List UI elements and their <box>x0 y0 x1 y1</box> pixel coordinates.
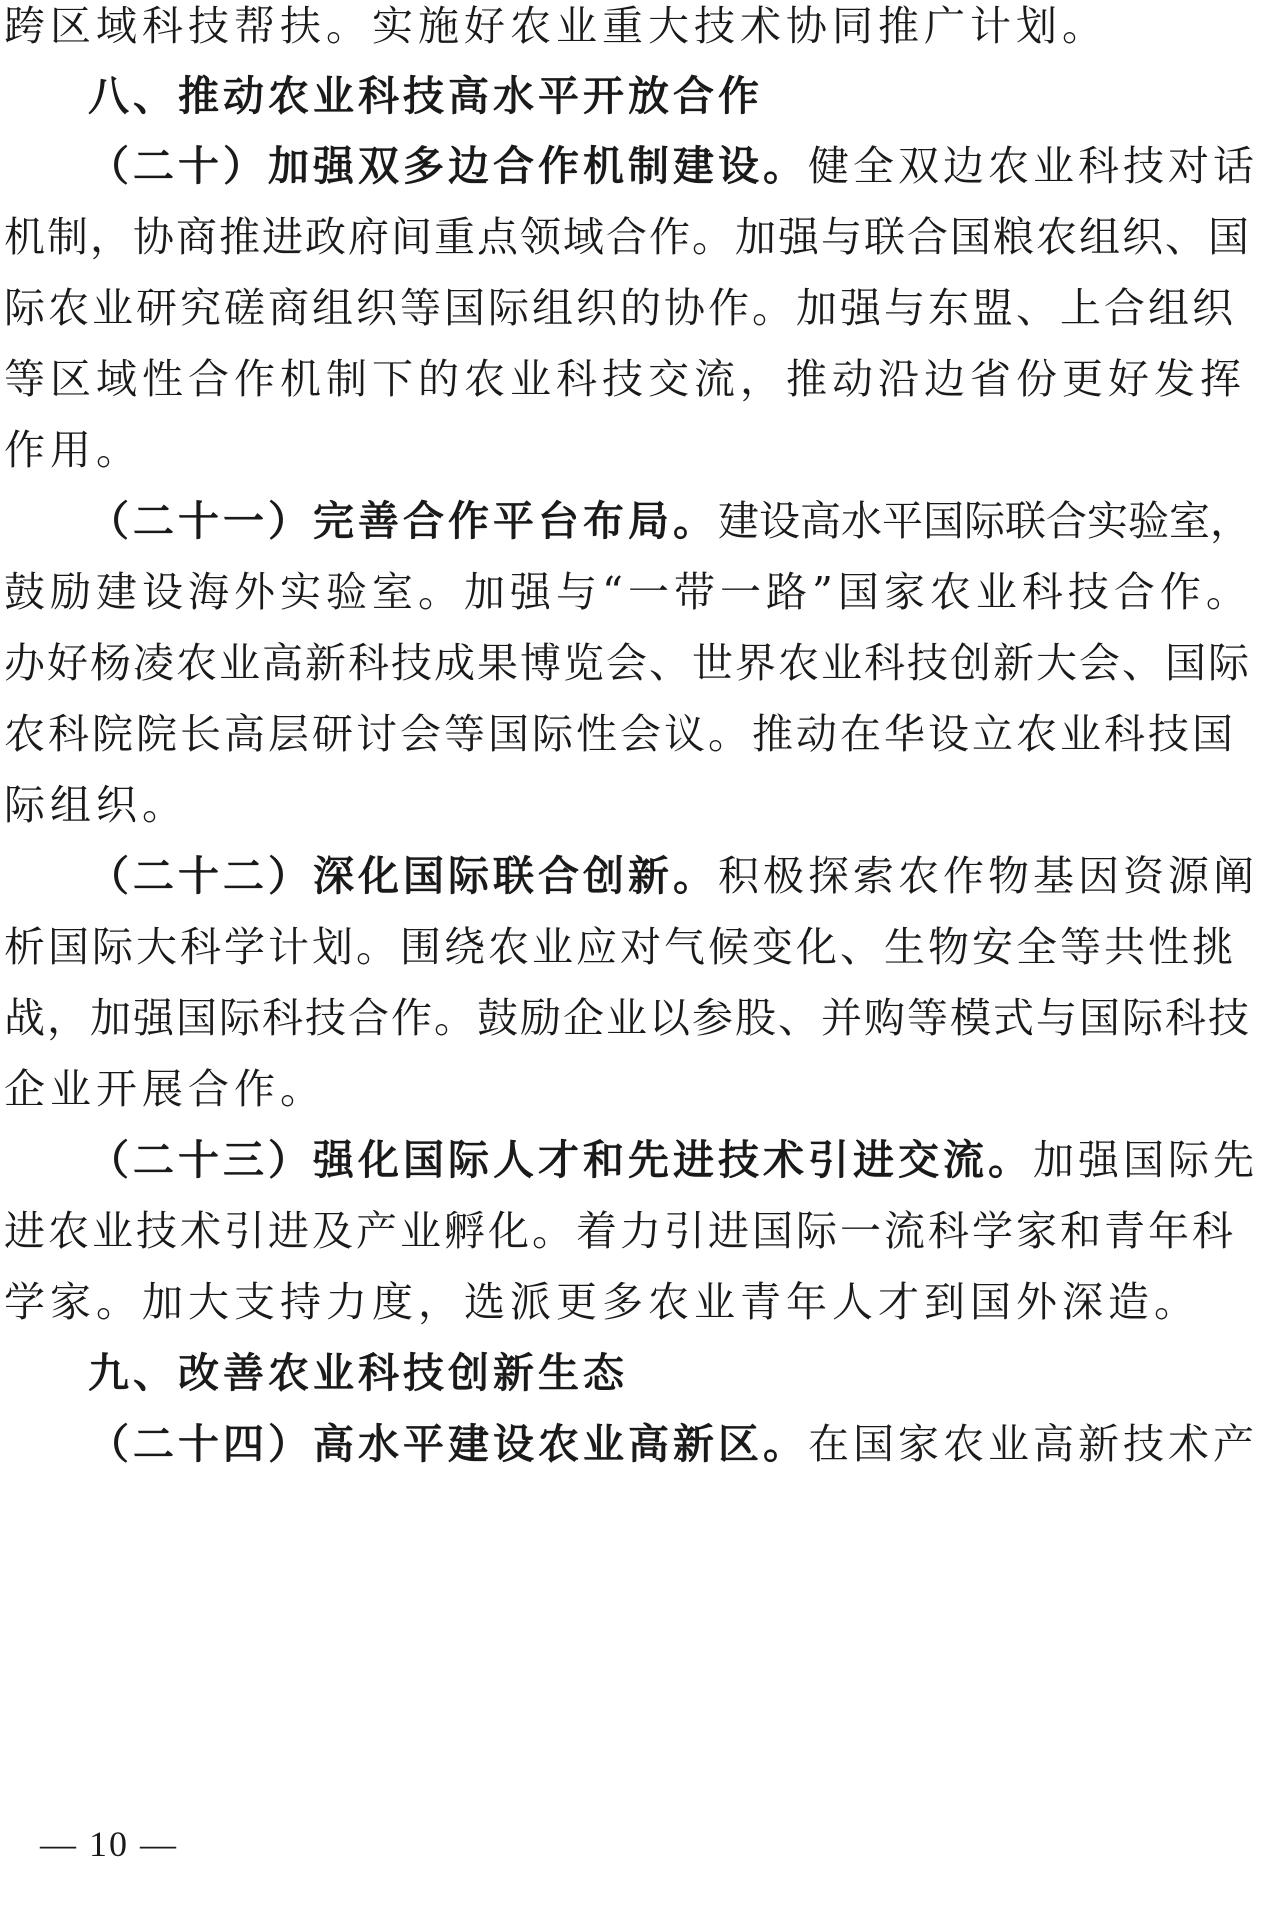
subsection-title: （二十二）深化国际联合创新。 <box>88 852 718 900</box>
section-heading <box>88 1347 628 1399</box>
paragraph-line <box>4 424 142 476</box>
paragraph-line <box>4 211 1251 263</box>
subsection-title: （二十）加强双多边合作机制建设。 <box>88 142 808 190</box>
paragraph-line <box>88 140 1258 192</box>
paragraph-line <box>4 708 1236 760</box>
body-text: 析国际大科学计划。围绕农业应对气候变化、生物安全等共性挑 <box>4 923 1236 971</box>
body-text: 学家。加大支持力度，选派更多农业青年人才到国外深造。 <box>4 1278 1200 1326</box>
body-text: 战，加强国际科技合作。鼓励企业以参股、并购等模式与国际科技 <box>4 994 1251 1042</box>
body-text: 办好杨凌农业高新科技成果博览会、世界农业科技创新大会、国际 <box>4 639 1251 687</box>
body-text: 等区域性合作机制下的农业科技交流，推动沿边省份更好发挥 <box>4 355 1246 403</box>
body-text: 积极探索农作物基因资源阐 <box>718 852 1258 900</box>
body-text: 际组织。 <box>4 781 188 829</box>
paragraph-line <box>4 1063 326 1115</box>
paragraph-line <box>4 282 1236 334</box>
body-text: 健全双边农业科技对话 <box>808 142 1258 190</box>
paragraph-line <box>4 637 1251 689</box>
subsection-title: （二十一）完善合作平台布局。 <box>88 497 718 545</box>
paragraph-line <box>4 992 1251 1044</box>
heading-text: 八、推动农业科技高水平开放合作 <box>88 72 763 120</box>
paragraph-line <box>4 353 1246 405</box>
body-text: 加强国际先 <box>1033 1136 1258 1184</box>
paragraph-line <box>88 495 1251 547</box>
subsection-title: （二十四）高水平建设农业高新区。 <box>88 1420 808 1468</box>
body-text: 农科院院长高层研讨会等国际性会议。推动在华设立农业科技国 <box>4 710 1236 758</box>
heading-text: 九、改善农业科技创新生态 <box>88 1349 628 1397</box>
paragraph-line <box>4 566 1252 618</box>
page-number: — 10 — <box>40 1824 178 1864</box>
paragraph-line <box>88 1134 1258 1186</box>
body-text: 企业开展合作。 <box>4 1065 326 1113</box>
paragraph-line <box>4 1276 1200 1328</box>
paragraph-line <box>88 850 1258 902</box>
body-text: 跨区域科技帮扶。实施好农业重大技术协同推广计划。 <box>4 2 1108 50</box>
body-text: 鼓励建设海外实验室。加强与“一带一路”国家农业科技合作。 <box>4 568 1252 616</box>
body-text: 建设高水平国际联合实验室， <box>718 497 1251 545</box>
paragraph-line <box>88 1418 1258 1470</box>
paragraph-line <box>4 1205 1236 1257</box>
body-text: 进农业技术引进及产业孵化。着力引进国际一流科学家和青年科 <box>4 1207 1236 1255</box>
body-text: 在国家农业高新技术产 <box>808 1420 1258 1468</box>
body-text: 作用。 <box>4 426 142 474</box>
body-text: 际农业研究磋商组织等国际组织的协作。加强与东盟、上合组织 <box>4 284 1236 332</box>
section-heading <box>88 70 763 122</box>
paragraph-line <box>4 0 1108 52</box>
paragraph-line <box>4 921 1236 973</box>
subsection-title: （二十三）强化国际人才和先进技术引进交流。 <box>88 1136 1033 1184</box>
paragraph-line <box>4 779 188 831</box>
body-text: 机制，协商推进政府间重点领域合作。加强与联合国粮农组织、国 <box>4 213 1251 261</box>
